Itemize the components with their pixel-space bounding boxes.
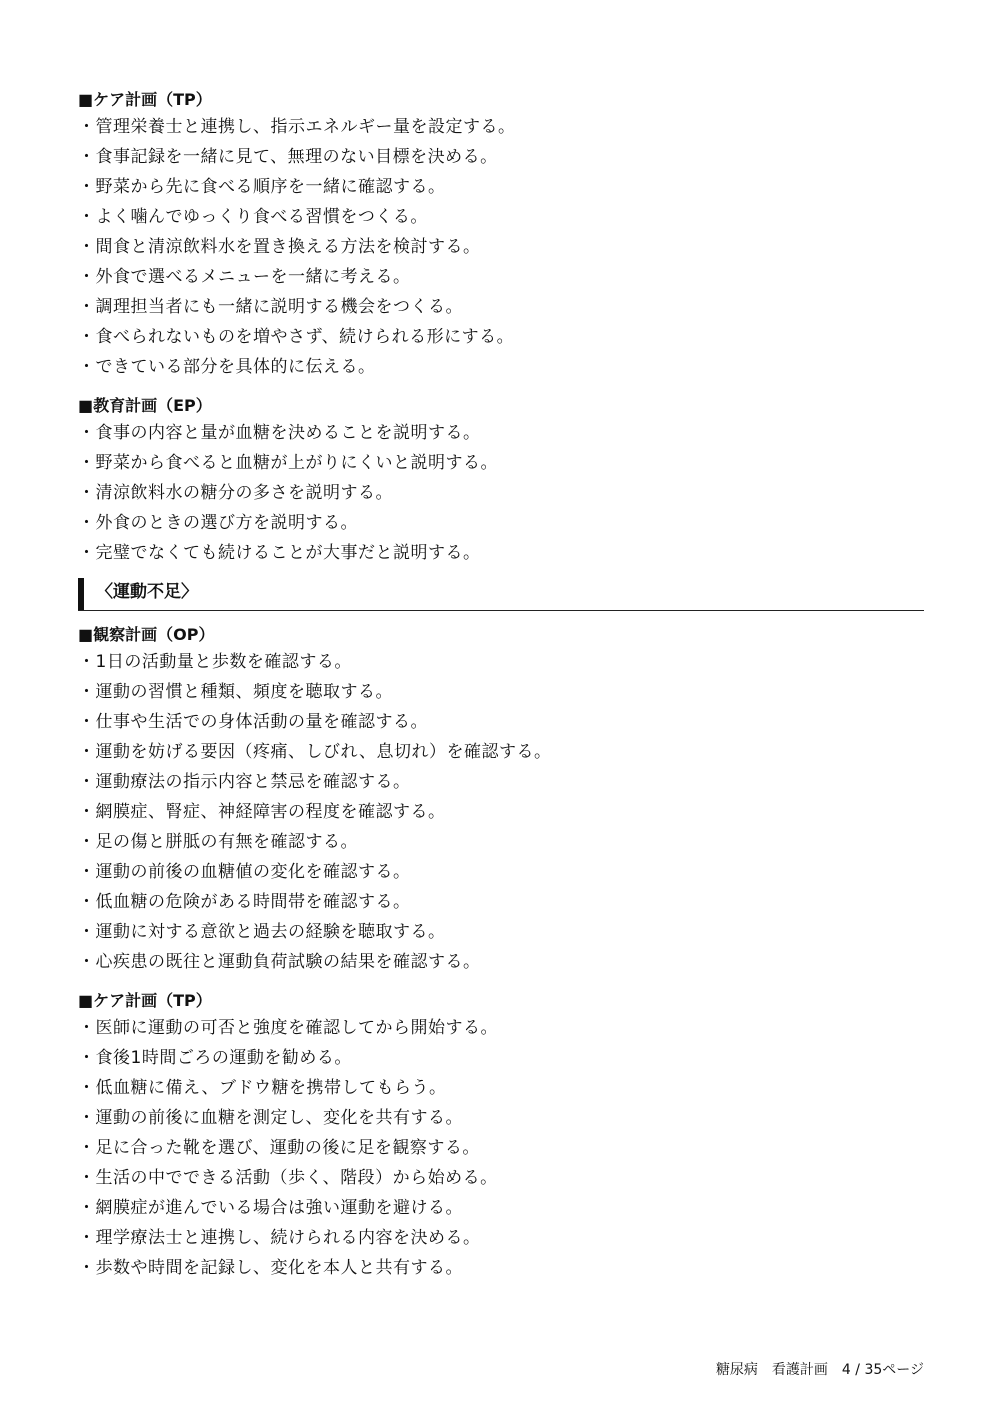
list-item: ・完璧でなくても続けることが大事だと説明する。: [78, 543, 481, 563]
list-item: ・仕事や生活での身体活動の量を確認する。: [78, 712, 428, 732]
list-item: ・できている部分を具体的に伝える。: [78, 357, 376, 377]
list-item: ・運動の前後の血糖値の変化を確認する。: [78, 862, 411, 882]
observation-plan-section: [78, 623, 924, 977]
list-item: ・運動療法の指示内容と禁忌を確認する。: [78, 772, 411, 792]
plan-list: [78, 647, 924, 977]
list-item: ・網膜症が進んでいる場合は強い運動を避ける。: [78, 1198, 463, 1218]
list-item: ・低血糖の危険がある時間帯を確認する。: [78, 892, 411, 912]
section-heading: ■ケア計画（TP）: [78, 90, 212, 109]
list-item: ・外食のときの選び方を説明する。: [78, 513, 358, 533]
list-item: ・運動を妨げる要因（疼痛、しびれ、息切れ）を確認する。: [78, 742, 552, 762]
plan-list: [78, 1013, 924, 1283]
education-plan-section: [78, 394, 924, 568]
list-item: ・理学療法士と連携し、続けられる内容を決める。: [78, 1228, 481, 1248]
list-item: ・よく噛んでゆっくり食べる習慣をつくる。: [78, 207, 428, 227]
section-heading: ■ケア計画（TP）: [78, 991, 212, 1010]
list-item: ・足に合った靴を選び、運動の後に足を観察する。: [78, 1138, 480, 1158]
plan-list: [78, 112, 924, 382]
page-footer: 糖尿病 看護計画 4 / 35ページ: [715, 1362, 924, 1378]
section-heading: ■教育計画（EP）: [78, 396, 212, 415]
exercise-care-plan-section: [78, 989, 924, 1283]
plan-list: [78, 418, 924, 568]
list-item: ・生活の中でできる活動（歩く、階段）から始める。: [78, 1168, 498, 1188]
list-item: ・野菜から食べると血糖が上がりにくいと説明する。: [78, 453, 498, 473]
list-item: ・管理栄養士と連携し、指示エネルギー量を設定する。: [78, 117, 516, 137]
list-item: ・食事の内容と量が血糖を決めることを説明する。: [78, 423, 481, 443]
list-item: ・調理担当者にも一緒に説明する機会をつくる。: [78, 297, 463, 317]
list-item: ・歩数や時間を記録し、変化を本人と共有する。: [78, 1258, 463, 1278]
list-item: ・医師に運動の可否と強度を確認してから開始する。: [78, 1018, 498, 1038]
list-item: ・外食で選べるメニューを一緒に考える。: [78, 267, 411, 287]
list-item: ・食事記録を一緒に見て、無理のない目標を決める。: [78, 147, 498, 167]
list-item: ・食後1時間ごろの運動を勧める。: [78, 1048, 352, 1068]
list-item: ・清涼飲料水の糖分の多さを説明する。: [78, 483, 393, 503]
list-item: ・心疾患の既往と運動負荷試験の結果を確認する。: [78, 952, 481, 972]
care-plan-section: [78, 88, 924, 382]
list-item: ・運動の習慣と種類、頻度を聴取する。: [78, 682, 393, 702]
list-item: ・運動に対する意欲と過去の経験を聴取する。: [78, 922, 446, 942]
topic-heading: [78, 578, 924, 611]
document-page: [78, 88, 924, 1283]
list-item: ・間食と清涼飲料水を置き換える方法を検討する。: [78, 237, 481, 257]
list-item: ・食べられないものを増やさず、続けられる形にする。: [78, 327, 515, 347]
list-item: ・足の傷と胼胝の有無を確認する。: [78, 832, 358, 852]
section-heading: ■観察計画（OP）: [78, 625, 215, 644]
list-item: ・網膜症、腎症、神経障害の程度を確認する。: [78, 802, 446, 822]
topic-bar-marker: [78, 578, 84, 610]
list-item: ・1日の活動量と歩数を確認する。: [78, 652, 352, 672]
list-item: ・野菜から先に食べる順序を一緒に確認する。: [78, 177, 446, 197]
topic-title: 〈運動不足〉: [96, 582, 198, 602]
list-item: ・低血糖に備え、ブドウ糖を携帯してもらう。: [78, 1078, 447, 1098]
list-item: ・運動の前後に血糖を測定し、変化を共有する。: [78, 1108, 463, 1128]
